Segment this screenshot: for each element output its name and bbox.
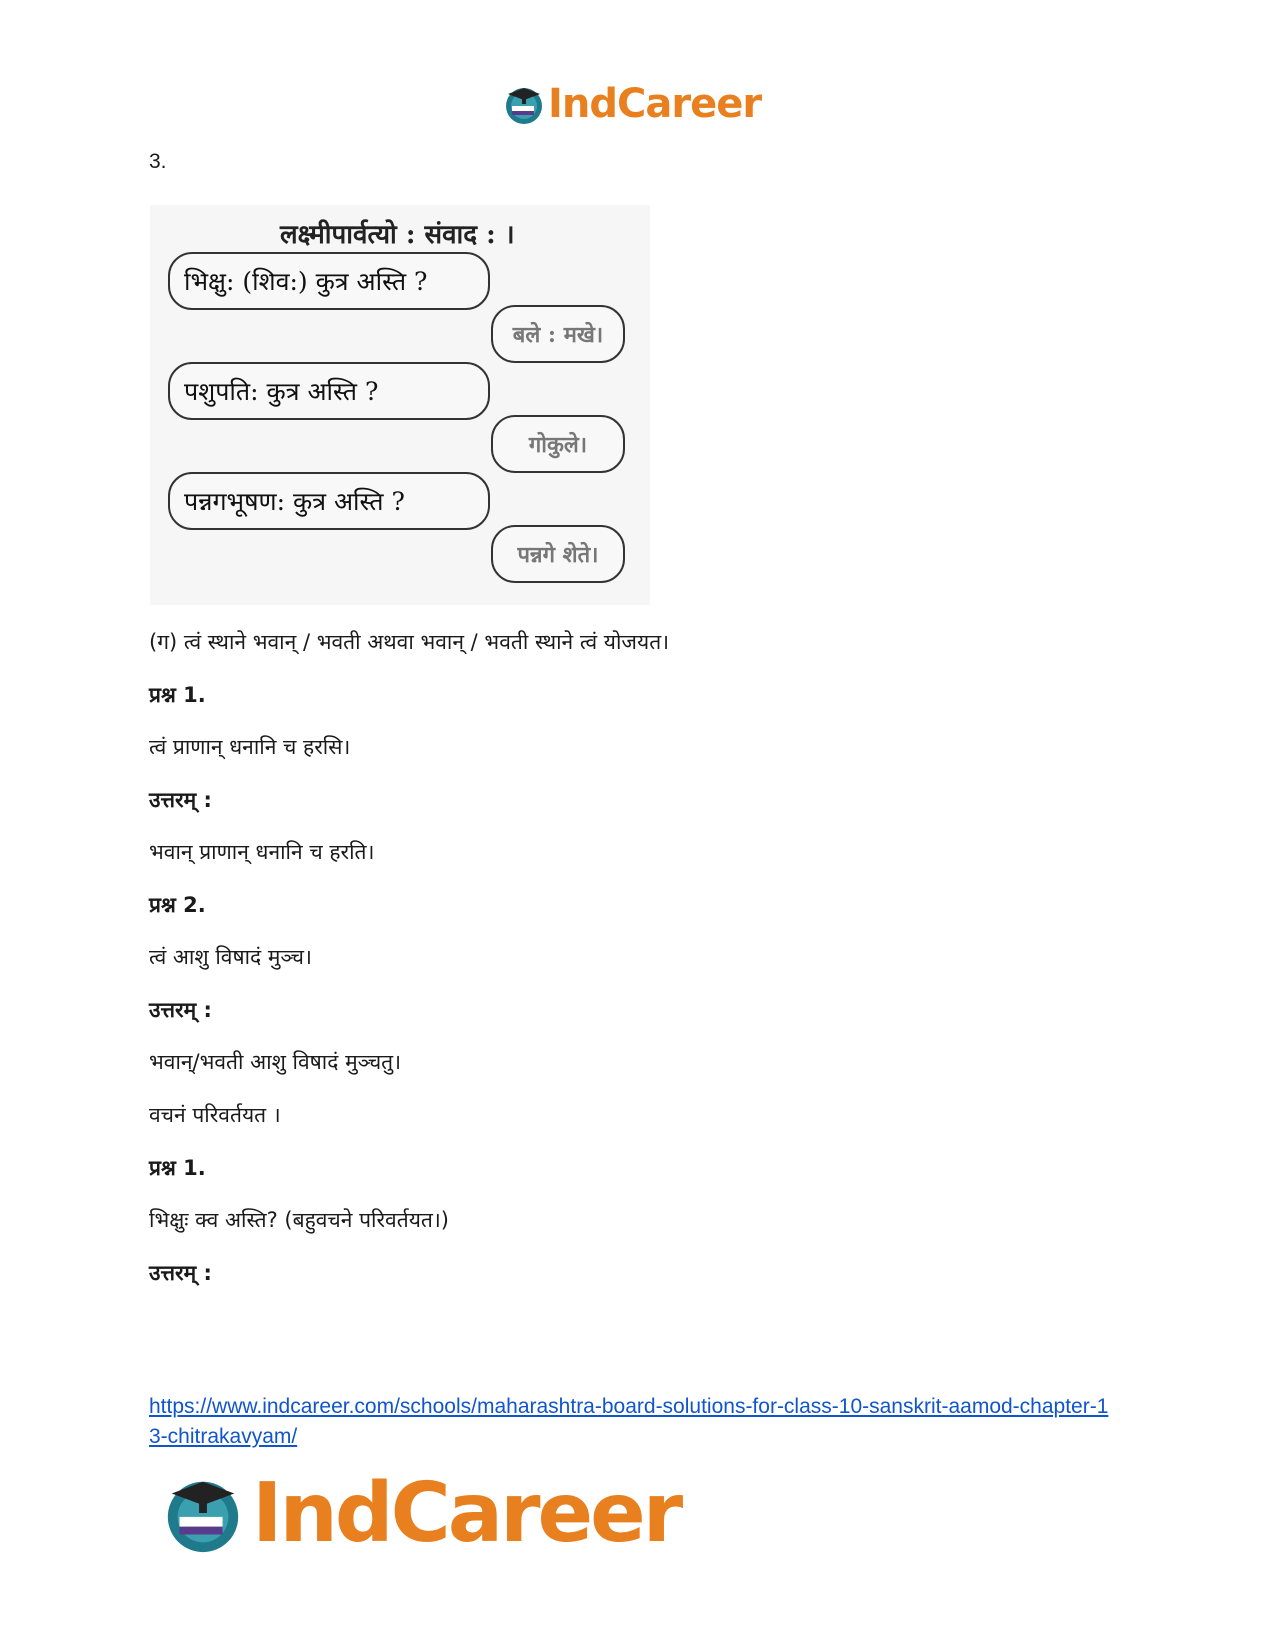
answer-label: उत्तरम् :	[149, 998, 212, 1022]
header-logo	[502, 80, 761, 128]
graduation-cap-books-globe-icon	[502, 82, 546, 126]
brand-name: IndCareer	[252, 1465, 681, 1561]
dialogue-question-1: भिक्षु: (शिव:) कुत्र अस्ति ?	[168, 252, 490, 310]
dialogue-answer-3: पन्नगे शेते।	[491, 525, 625, 583]
question-number: 3.	[149, 150, 167, 173]
section-heading: वचनं परिवर्तयत ।	[149, 1103, 281, 1127]
answer-text: भवान् प्राणान् धनानि च हरति।	[149, 840, 375, 864]
instruction-text: (ग) त्वं स्थाने भवान् / भवती अथवा भवान् / भवती स्थाने त्वं योजयत।	[149, 630, 670, 654]
question-label: प्रश्न 1.	[149, 683, 206, 707]
dialogue-question-3: पन्नगभूषण: कुत्र अस्ति ?	[168, 472, 490, 530]
question-text: भिक्षुः क्व अस्ति? (बहुवचने परिवर्तयत।)	[149, 1208, 449, 1232]
source-link[interactable]: https://www.indcareer.com/schools/maharashtra-board-solutions-for-class-10-sanskrit-aamod-chapter-13-chitrakavyam/	[149, 1395, 1109, 1448]
answer-label: उत्तरम् :	[149, 1261, 212, 1285]
question-text: त्वं आशु विषादं मुञ्च।	[149, 945, 312, 969]
dialogue-question-2: पशुपति: कुत्र अस्ति ?	[168, 362, 490, 420]
graduation-cap-books-globe-icon	[160, 1470, 246, 1556]
dialogue-figure	[150, 205, 650, 605]
dialogue-answer-2: गोकुले।	[491, 415, 625, 473]
dialogue-answer-1: बले : मखे।	[491, 305, 625, 363]
figure-title: लक्ष्मीपार्वत्यो : संवाद : ।	[280, 220, 515, 250]
question-label: प्रश्न 1.	[149, 1156, 206, 1180]
question-text: त्वं प्राणान् धनानि च हरसि।	[149, 735, 351, 759]
answer-label: उत्तरम् :	[149, 788, 212, 812]
footer-logo	[160, 1465, 680, 1561]
brand-name: IndCareer	[548, 81, 762, 127]
question-label: प्रश्न 2.	[149, 893, 206, 917]
answer-text: भवान्/भवती आशु विषादं मुञ्चतु।	[149, 1050, 402, 1074]
